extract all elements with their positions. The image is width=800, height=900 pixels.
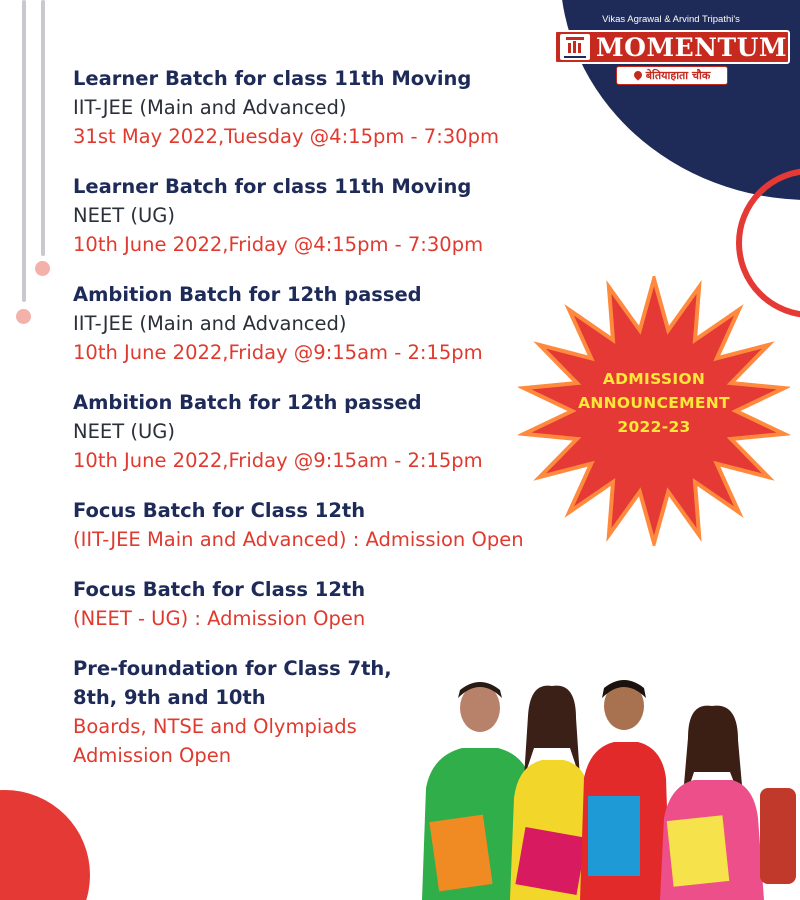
students-illustration — [392, 668, 800, 900]
batch-schedule: 31st May 2022,Tuesday @4:15pm - 7:30pm — [73, 125, 499, 148]
batch-title: Ambition Batch for 12th passed — [73, 391, 422, 414]
red-corner-circle — [0, 790, 90, 900]
announcement-line-2: ANNOUNCEMENT — [578, 394, 730, 412]
batch-exam: IIT-JEE (Main and Advanced) — [73, 312, 347, 335]
batch-admission-status: (IIT-JEE Main and Advanced) : Admission Open — [73, 528, 524, 551]
batch-exam: IIT-JEE (Main and Advanced) — [73, 96, 347, 119]
batch-item — [73, 172, 553, 259]
decor-dot — [35, 261, 50, 276]
announcement-line-3: 2022-23 — [617, 418, 691, 436]
batch-item — [73, 280, 553, 367]
batch-title: Focus Batch for Class 12th — [73, 499, 366, 522]
batch-title: Learner Batch for class 11th Moving — [73, 175, 472, 198]
decor-dot — [16, 309, 31, 324]
logo-banner — [554, 30, 790, 64]
announcement-line-1: ADMISSION — [602, 370, 706, 388]
location-tag — [616, 66, 728, 85]
decor-line — [22, 0, 26, 302]
batch-exam: NEET (UG) — [73, 420, 175, 443]
student-red-shirt — [580, 680, 670, 900]
batch-title: Pre-foundation for Class 7th, — [73, 657, 392, 680]
building-emblem-icon — [560, 34, 590, 60]
batch-title: Learner Batch for class 11th Moving — [73, 67, 472, 90]
batch-item — [73, 388, 553, 475]
batch-item — [73, 575, 553, 633]
momentum-logo — [554, 12, 790, 86]
batch-title: Focus Batch for Class 12th — [73, 578, 366, 601]
batch-programs: Boards, NTSE and Olympiads — [73, 715, 357, 738]
logo-tagline: Vikas Agrawal & Arvind Tripathi's — [602, 14, 740, 25]
batch-item — [73, 496, 553, 554]
announcement-text — [518, 367, 790, 439]
batch-schedule: 10th June 2022,Friday @9:15am - 2:15pm — [73, 341, 483, 364]
batch-exam: NEET (UG) — [73, 204, 175, 227]
batch-admission-status: (NEET - UG) : Admission Open — [73, 607, 366, 630]
batch-schedule: 10th June 2022,Friday @9:15am - 2:15pm — [73, 449, 483, 472]
batch-admission-status: Admission Open — [73, 744, 232, 767]
batch-item — [73, 64, 553, 151]
batch-title-continued: 8th, 9th and 10th — [73, 686, 266, 709]
location-text: बेतियाहाता चौक — [645, 69, 711, 82]
decor-line — [41, 0, 45, 256]
batch-title: Ambition Batch for 12th passed — [73, 283, 422, 306]
logo-brand-name: MOMENTUM — [596, 33, 788, 62]
location-pin-icon — [632, 69, 643, 80]
batch-schedule: 10th June 2022,Friday @4:15pm - 7:30pm — [73, 233, 484, 256]
student-pink-top — [660, 706, 796, 900]
